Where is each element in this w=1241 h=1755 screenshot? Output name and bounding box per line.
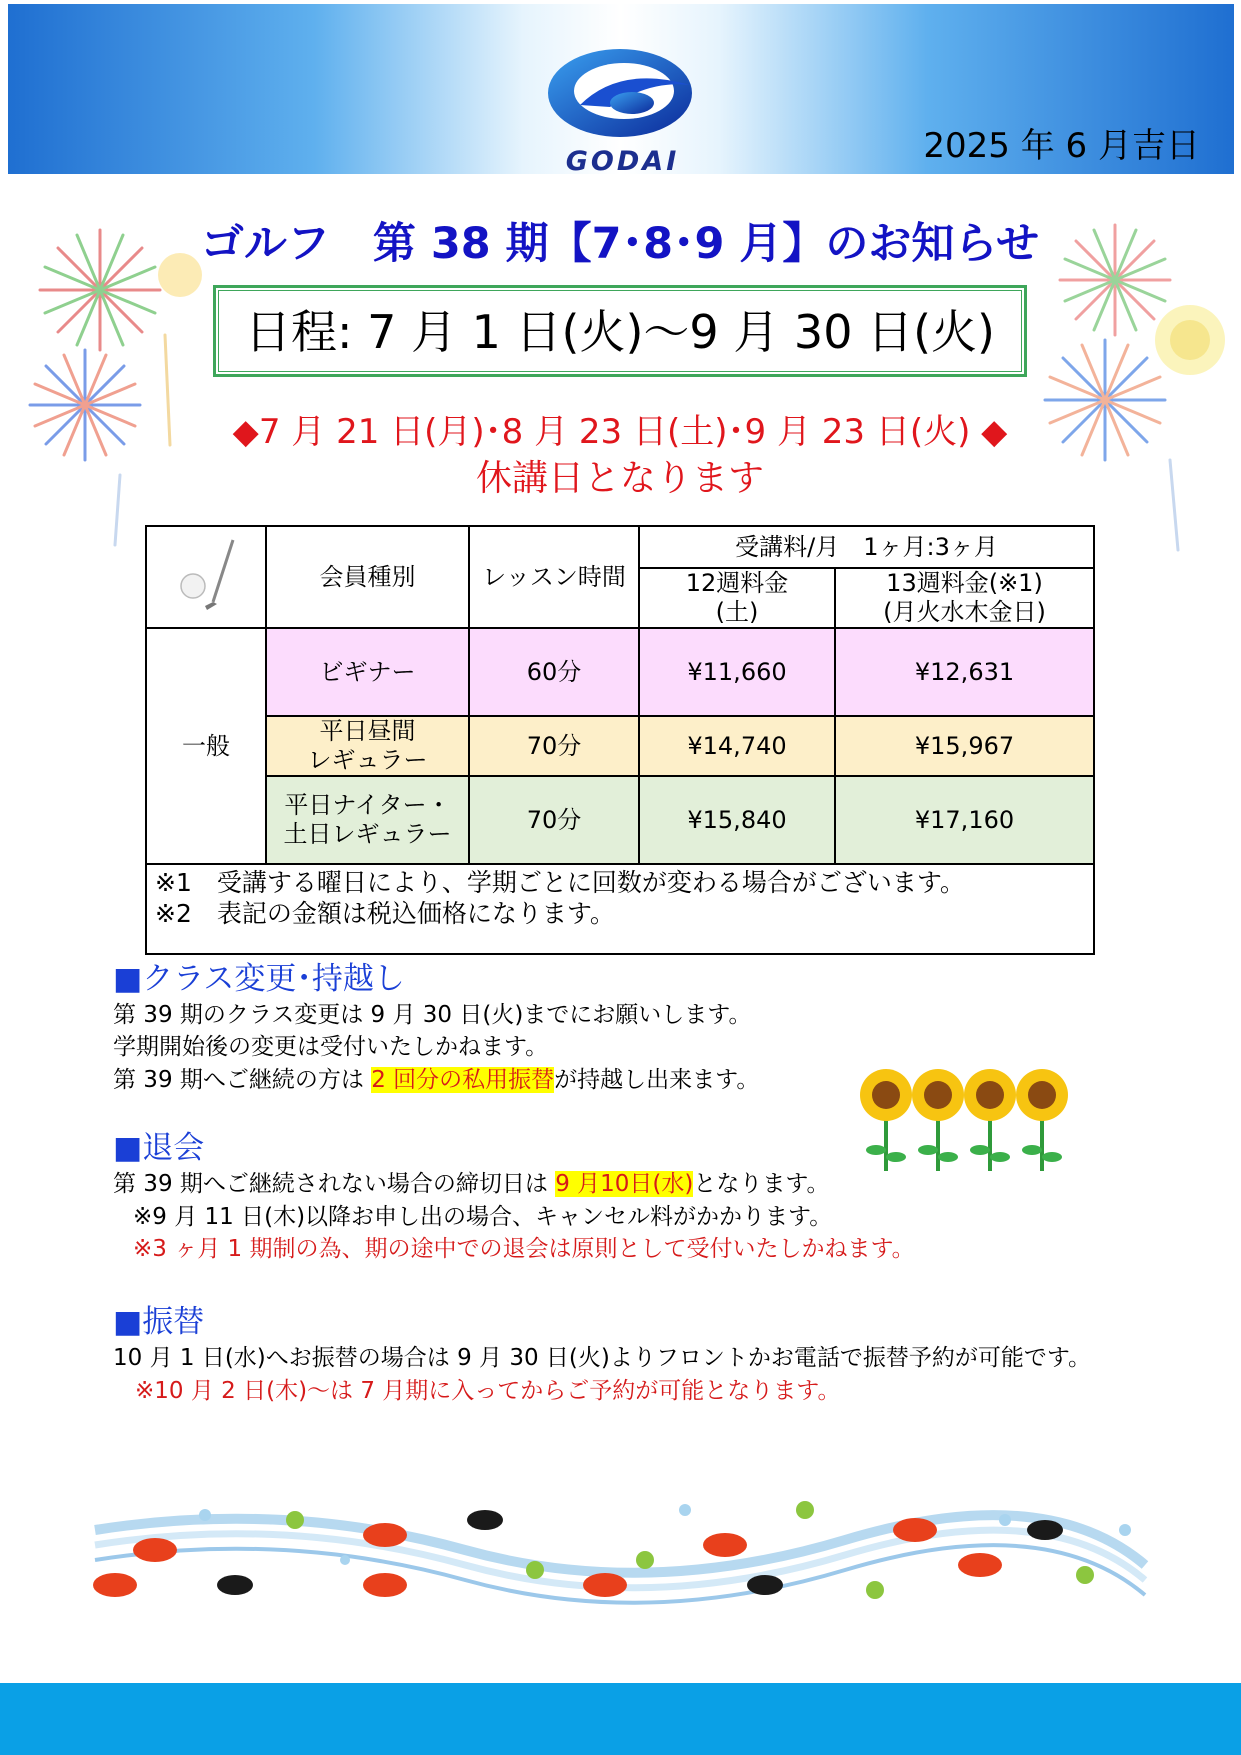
member-type-night-weekend-line1: 平日ナイター・ bbox=[284, 791, 451, 819]
fee13-night-weekend: ¥17,160 bbox=[835, 776, 1094, 864]
withdraw-line-1-post: となります。 bbox=[693, 1171, 830, 1197]
withdraw-line-2: ※9 月 11 日(木)以降お申し出の場合、キャンセル料がかかります。 bbox=[133, 1204, 833, 1230]
fee12-beginner: ¥11,660 bbox=[639, 628, 835, 716]
header-12-week-line1: 12週料金 bbox=[685, 569, 789, 597]
withdraw-line-1 bbox=[113, 1165, 830, 1198]
table-note-2: ※2 表記の金額は税込価格になります。 bbox=[155, 899, 615, 928]
table-row-night-weekend bbox=[146, 776, 1094, 864]
sunflowers-illustration bbox=[858, 1065, 1068, 1173]
notice-title: ゴルフ 第 38 期【7･8･9 月】のお知らせ bbox=[200, 219, 1040, 269]
member-type-night-weekend bbox=[266, 776, 469, 864]
member-type-weekday-day-line1: 平日昼間 bbox=[319, 717, 416, 745]
header-13-week-line2: (月火水木金日) bbox=[883, 598, 1046, 626]
section-heading-class-change: ■クラス変更･持越し bbox=[113, 961, 405, 997]
header-13-week-line1: 13週料金(※1) bbox=[886, 569, 1043, 597]
table-note-1: ※1 受講する曜日により、学期ごとに回数が変わる場合がございます。 bbox=[155, 868, 965, 897]
deadline-highlight: 9 月10日(水) bbox=[555, 1171, 694, 1197]
header-member-type: 会員種別 bbox=[266, 526, 469, 628]
fee13-beginner: ¥12,631 bbox=[835, 628, 1094, 716]
transfer-line-2: ※10 月 2 日(木)～は 7 月期に入ってからご予約が可能となります。 bbox=[135, 1378, 841, 1404]
lesson-time-night-weekend: 70分 bbox=[469, 776, 639, 864]
transfer-line-1: 10 月 1 日(水)へお振替の場合は 9 月 30 日(火)よりフロントかお電話で振替予約が可能です。 bbox=[113, 1345, 1092, 1371]
fee12-night-weekend: ¥15,840 bbox=[639, 776, 835, 864]
footer-band bbox=[0, 1683, 1241, 1755]
header-13-week bbox=[835, 568, 1094, 628]
member-type-beginner: ビギナー bbox=[266, 628, 469, 716]
category-general: 一般 bbox=[146, 628, 266, 864]
goldfish-stream-illustration bbox=[85, 1490, 1160, 1630]
class-change-line-3-pre: 第 39 期へご継続の方は bbox=[113, 1067, 372, 1093]
logo-wordmark: GODAI bbox=[565, 146, 680, 177]
holiday-dates: ◆7 月 21 日(月)･8 月 23 日(土)･9 月 23 日(火) ◆ bbox=[232, 412, 1008, 452]
member-type-night-weekend-line2: 土日レギュラー bbox=[283, 820, 452, 848]
header-lesson-time: レッスン時間 bbox=[469, 526, 639, 628]
table-notes bbox=[145, 865, 1095, 955]
golf-club-cell bbox=[146, 526, 266, 628]
section-heading-transfer: ■振替 bbox=[113, 1304, 205, 1340]
issue-date: 2025 年 6 月吉日 bbox=[923, 126, 1200, 166]
fee-table bbox=[145, 525, 1095, 865]
header-fee-group: 受講料/月 1ヶ月:3ヶ月 bbox=[639, 526, 1094, 568]
fee12-weekday-day: ¥14,740 bbox=[639, 716, 835, 776]
section-heading-withdraw: ■退会 bbox=[113, 1130, 205, 1166]
withdraw-line-1-pre: 第 39 期へご継続されない場合の締切日は bbox=[113, 1171, 556, 1197]
lesson-time-beginner: 60分 bbox=[469, 628, 639, 716]
table-row-beginner bbox=[146, 628, 1094, 716]
header-12-week-line2: (土) bbox=[715, 598, 759, 626]
holiday-note: 休講日となります bbox=[475, 458, 764, 499]
golf-ball-club-icon bbox=[171, 534, 241, 614]
table-row-weekday-day bbox=[146, 716, 1094, 776]
fee13-weekday-day: ¥15,967 bbox=[835, 716, 1094, 776]
schedule-box bbox=[213, 285, 1027, 377]
class-change-line-2: 学期開始後の変更は受付いたしかねます。 bbox=[113, 1034, 549, 1060]
carryover-highlight: 2 回分の私用振替 bbox=[371, 1067, 555, 1093]
schedule-text: 日程: 7 月 1 日(火)～9 月 30 日(火) bbox=[218, 290, 1022, 372]
lesson-time-weekday-day: 70分 bbox=[469, 716, 639, 776]
class-change-line-3-post: が持越し出来ます。 bbox=[554, 1067, 760, 1093]
member-type-weekday-day bbox=[266, 716, 469, 776]
member-type-weekday-day-line2: レギュラー bbox=[307, 746, 428, 774]
class-change-line-3 bbox=[113, 1061, 759, 1094]
header-12-week bbox=[639, 568, 835, 628]
withdraw-line-3: ※3 ヶ月 1 期制の為、期の途中での退会は原則として受付いたしかねます。 bbox=[133, 1236, 915, 1262]
class-change-line-1: 第 39 期のクラス変更は 9 月 30 日(火)までにお願いします。 bbox=[113, 1002, 752, 1028]
